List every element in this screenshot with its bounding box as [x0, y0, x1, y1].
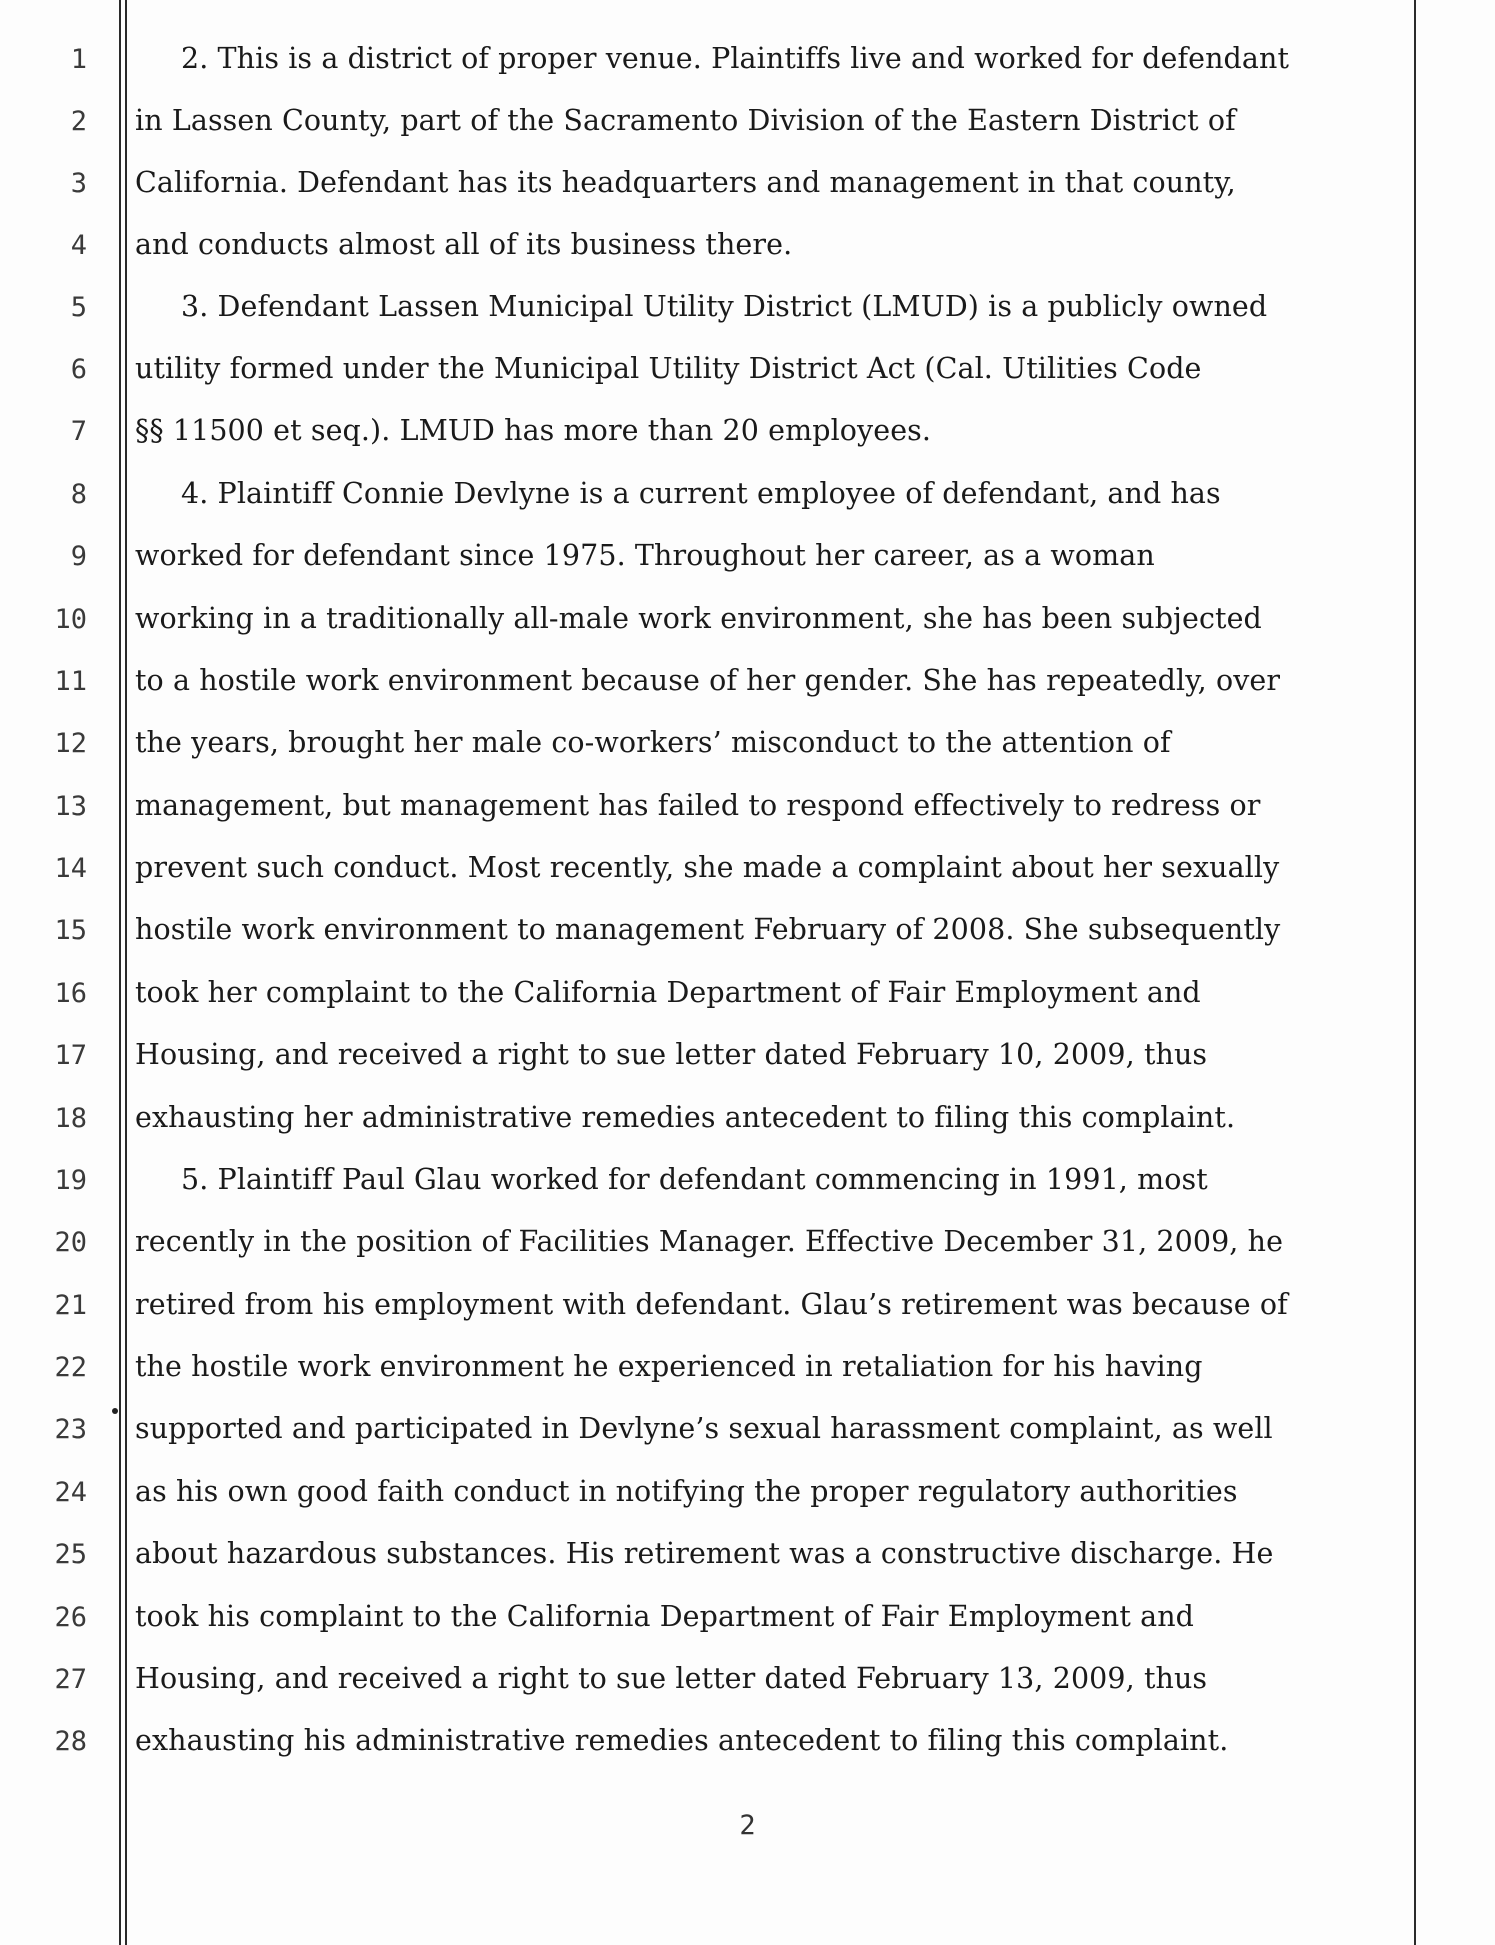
paragraph-4-line: hostile work environment to management February of 2008. She subsequently — [135, 913, 1281, 946]
paragraph-5-line: retired from his employment with defendant. Glau’s retirement was because of — [135, 1288, 1288, 1321]
paragraph-4-line: worked for defendant since 1975. Throughout her career, as a woman — [135, 539, 1155, 572]
line-number: 18 — [54, 1103, 87, 1134]
paragraph-5-line: took his complaint to the California Department of Fair Employment and — [135, 1600, 1194, 1633]
page-number: 2 — [739, 1810, 756, 1841]
line-number: 7 — [70, 416, 87, 447]
paragraph-4-line: working in a traditionally all-male work environment, she has been subjected — [135, 602, 1262, 635]
line-number: 11 — [54, 666, 87, 697]
line-number: 13 — [54, 791, 87, 822]
line-number: 22 — [54, 1352, 87, 1383]
paragraph-3-line: 3. Defendant Lassen Municipal Utility District (LMUD) is a publicly owned — [181, 290, 1268, 323]
line-number: 4 — [70, 230, 87, 261]
paragraph-5-line: the hostile work environment he experienced in retaliation for his having — [135, 1350, 1203, 1383]
line-number: 14 — [54, 853, 87, 884]
line-number: 17 — [54, 1040, 87, 1071]
line-number: 25 — [54, 1539, 87, 1570]
paragraph-5-line: exhausting his administrative remedies antecedent to filing this complaint. — [135, 1724, 1229, 1757]
line-number: 8 — [70, 479, 87, 510]
paragraph-5-line: 5. Plaintiff Paul Glau worked for defendant commencing in 1991, most — [181, 1163, 1208, 1196]
line-number: 5 — [70, 292, 87, 323]
line-number: 3 — [70, 168, 87, 199]
line-number: 6 — [70, 354, 87, 385]
paragraph-5-line: supported and participated in Devlyne’s sexual harassment complaint, as well — [135, 1412, 1273, 1445]
paragraph-2-line: in Lassen County, part of the Sacramento Division of the Eastern District of — [135, 104, 1236, 137]
line-number: 10 — [54, 604, 87, 635]
line-number: 27 — [54, 1664, 87, 1695]
paragraph-4-line: exhausting her administrative remedies antecedent to filing this complaint. — [135, 1101, 1236, 1134]
line-number: 15 — [54, 915, 87, 946]
line-number: 2 — [70, 106, 87, 137]
line-number: 12 — [54, 728, 87, 759]
line-number: 20 — [54, 1227, 87, 1258]
line-number: 26 — [54, 1602, 87, 1633]
paragraph-4-line: 4. Plaintiff Connie Devlyne is a current employee of defendant, and has — [181, 477, 1221, 510]
paragraph-4-line: management, but management has failed to respond effectively to redress or — [135, 789, 1261, 822]
line-number: 16 — [54, 978, 87, 1009]
paragraph-4-line: prevent such conduct. Most recently, she made a complaint about her sexually — [135, 851, 1280, 884]
paragraph-2-line: California. Defendant has its headquarters and management in that county, — [135, 166, 1236, 199]
paragraph-5-line: about hazardous substances. His retirement was a constructive discharge. He — [135, 1537, 1274, 1570]
line-number: 23 — [54, 1414, 87, 1445]
line-number: 24 — [54, 1477, 87, 1508]
paragraph-2-line: and conducts almost all of its business there. — [135, 228, 793, 261]
paragraph-2-line: 2. This is a district of proper venue. Plaintiffs live and worked for defendant — [181, 42, 1290, 75]
paragraph-5-line: as his own good faith conduct in notifying the proper regulatory authorities — [135, 1475, 1238, 1508]
line-number: 19 — [54, 1165, 87, 1196]
paragraph-4-line: Housing, and received a right to sue letter dated February 10, 2009, thus — [135, 1038, 1208, 1071]
paragraph-4-line: the years, brought her male co-workers’ misconduct to the attention of — [135, 726, 1171, 759]
paragraph-4-line: took her complaint to the California Department of Fair Employment and — [135, 976, 1201, 1009]
line-number: 9 — [70, 541, 87, 572]
line-number: 1 — [70, 44, 87, 75]
paragraph-4-line: to a hostile work environment because of her gender. She has repeatedly, over — [135, 664, 1281, 697]
paragraph-5-line: recently in the position of Facilities Manager. Effective December 31, 2009, he — [135, 1225, 1284, 1258]
paragraph-5-line: Housing, and received a right to sue letter dated February 13, 2009, thus — [135, 1662, 1208, 1695]
line-number: 21 — [54, 1290, 87, 1321]
line-number: 28 — [54, 1726, 87, 1757]
paragraph-3-line: §§ 11500 et seq.). LMUD has more than 20 employees. — [135, 414, 932, 447]
paragraph-3-line: utility formed under the Municipal Utility District Act (Cal. Utilities Code — [135, 352, 1202, 385]
